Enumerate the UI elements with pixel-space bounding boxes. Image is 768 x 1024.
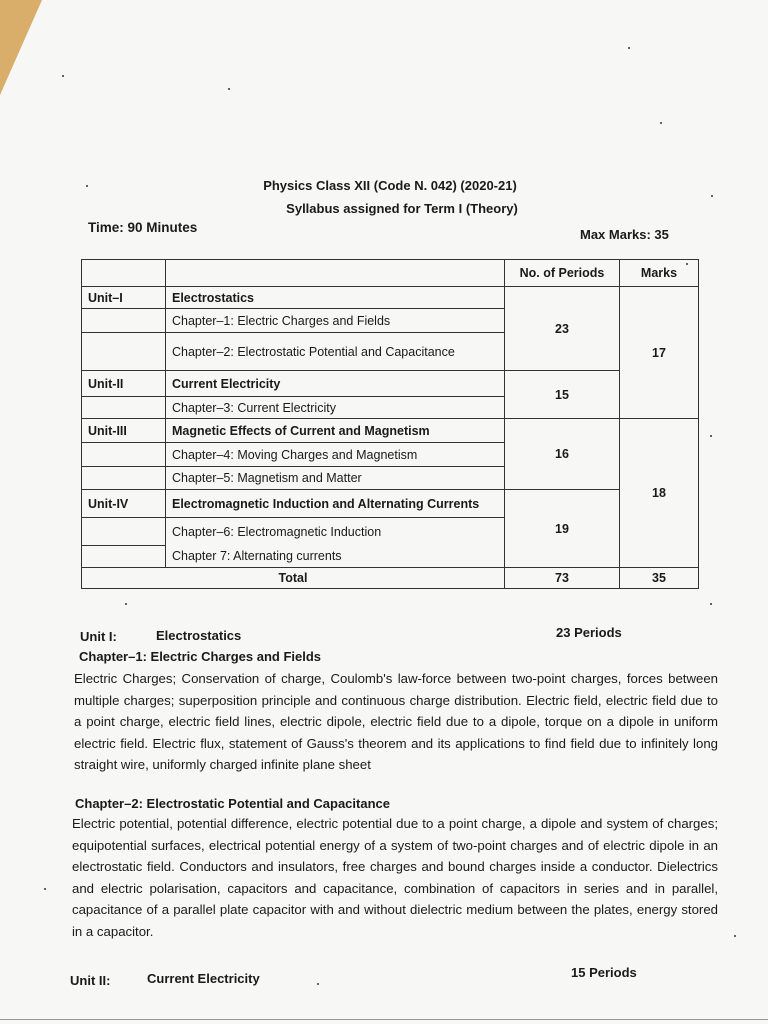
col-header-periods: No. of Periods xyxy=(505,260,620,287)
table-row xyxy=(82,490,699,518)
max-marks: Max Marks: 35 xyxy=(580,227,669,242)
chapter-description: Electric Charges; Conservation of charge, Coulomb's law-force between two-point charges, forces between multiple charges; superposition principle and continuous charge distribution. Electric field, electric field due to a point charge, electric field lines, electric dipole, electric field due to a dipole, torque on a dipole in uniform electric field. Electric flux, statement of Gauss's theorem and its applications to find field due to infinitely long straight wire, uniformly charged infinite plane sheet xyxy=(74,671,718,772)
paper-fold-corner xyxy=(0,0,42,95)
scan-speck xyxy=(228,88,230,90)
unit-label: Unit-III xyxy=(82,419,166,443)
exam-duration: Time: 90 Minutes xyxy=(88,220,198,235)
unit-label: Unit-II xyxy=(82,371,166,397)
total-label: Total xyxy=(82,568,505,589)
unit-heading-title: Current Electricity xyxy=(147,971,260,986)
page-edge-line xyxy=(0,1019,768,1020)
chapter-label: Chapter–3: Current Electricity xyxy=(166,397,505,419)
document-subtitle: Syllabus assigned for Term I (Theory) xyxy=(286,201,518,216)
chapter-heading: Chapter–1: Electric Charges and Fields xyxy=(79,649,322,664)
scan-speck xyxy=(125,603,127,605)
chapter-label: Chapter–6: Electromagnetic Induction xyxy=(166,518,505,546)
chapter-label: Chapter–1: Electric Charges and Fields xyxy=(166,309,505,333)
marks-cell: 18 xyxy=(620,419,699,568)
periods-cell: 19 xyxy=(505,490,620,568)
periods-cell: 15 xyxy=(505,371,620,419)
periods-cell: 16 xyxy=(505,419,620,490)
scan-speck xyxy=(628,47,630,49)
scan-speck xyxy=(44,888,46,890)
scan-speck xyxy=(710,603,712,605)
chapter-label: Chapter–2: Electrostatic Potential and Capacitance xyxy=(166,333,505,371)
chapter-label: Chapter–5: Magnetism and Matter xyxy=(166,467,505,490)
unit-title: Electrostatics xyxy=(166,287,505,309)
table-row xyxy=(82,419,699,443)
unit-title: Magnetic Effects of Current and Magnetism xyxy=(166,419,505,443)
document-title: Physics Class XII (Code N. 042) (2020-21) xyxy=(263,178,517,193)
scan-speck xyxy=(660,122,662,124)
scan-speck xyxy=(62,75,64,77)
table-total-row xyxy=(82,568,699,589)
table-row xyxy=(82,287,699,309)
total-marks: 35 xyxy=(620,568,699,589)
unit-title: Current Electricity xyxy=(166,371,505,397)
unit-label: Unit-IV xyxy=(82,490,166,518)
unit-heading-label: Unit II: xyxy=(70,973,111,988)
chapter-label: Chapter 7: Alternating currents xyxy=(166,546,505,568)
unit-heading-periods: 15 Periods xyxy=(571,965,637,980)
scan-speck xyxy=(711,195,713,197)
unit-title: Electromagnetic Induction and Alternating Currents xyxy=(166,490,505,518)
chapter-heading: Chapter–2: Electrostatic Potential and Capacitance xyxy=(75,796,390,811)
table-header-row xyxy=(82,260,699,287)
unit-label: Unit–I xyxy=(82,287,166,309)
table-row xyxy=(82,371,699,397)
unit-heading-label: Unit I: xyxy=(80,629,117,644)
scan-speck xyxy=(710,435,712,437)
unit-heading-periods: 23 Periods xyxy=(556,625,622,640)
chapter-description: Electric potential, potential difference, electric potential due to a point charge, a dipole and system of charges; equipotential surfaces, electrical potential energy of a system of two-point charges and of electric dipole in an electrostatic field. Conductors and insulators, free charges and bound charges inside a conductor. Dielectrics and electric polarisation, capacitors and capacitance, combination of capacitors in series and in parallel, capacitance of a parallel plate capacitor with and without dielectric medium between the plates, energy stored in a capacitor. xyxy=(72,816,718,939)
periods-cell: 23 xyxy=(505,287,620,371)
col-header-marks: Marks xyxy=(620,260,699,287)
unit-heading-title: Electrostatics xyxy=(156,628,242,643)
scan-speck xyxy=(734,935,736,937)
marks-cell: 17 xyxy=(620,287,699,419)
chapter-label: Chapter–4: Moving Charges and Magnetism xyxy=(166,443,505,467)
syllabus-table xyxy=(81,259,699,589)
total-periods: 73 xyxy=(505,568,620,589)
scan-speck xyxy=(317,983,319,985)
